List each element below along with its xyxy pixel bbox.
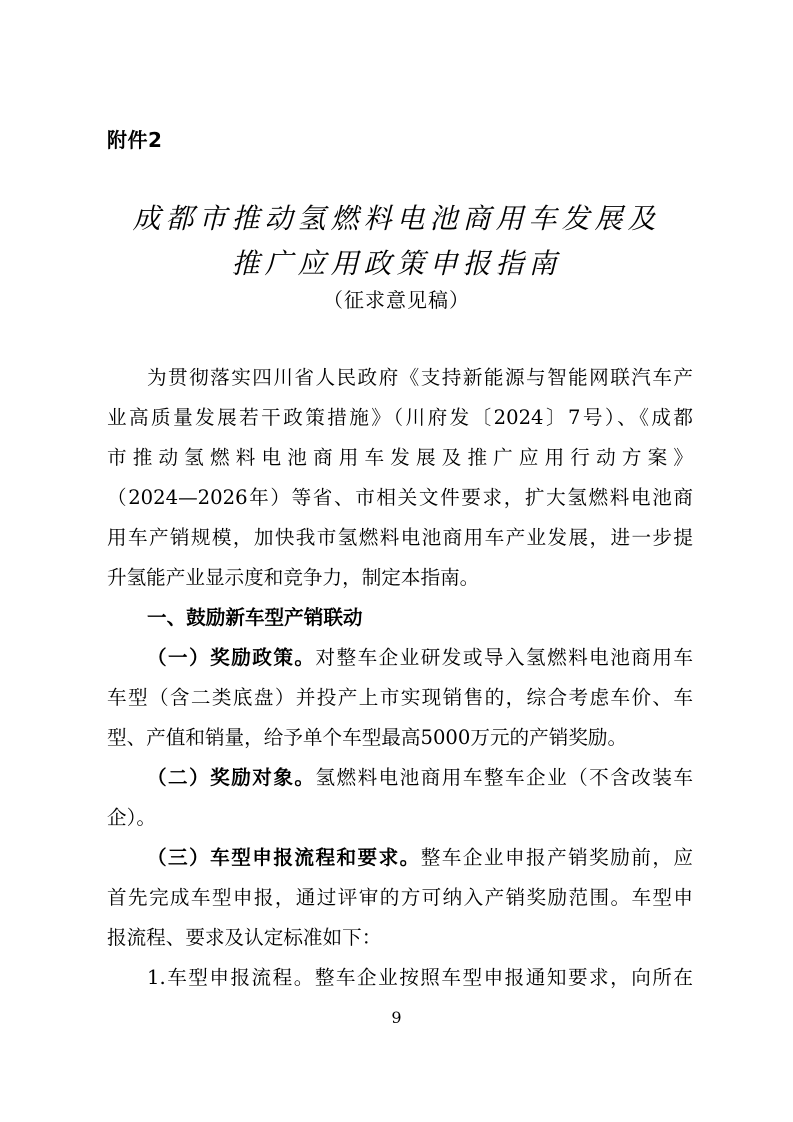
item-3-label: （三）车型申报流程和要求。 <box>147 846 421 869</box>
intro-line: 为贯彻落实四川省人民政府《支持新能源与智能网联汽车产 <box>147 366 693 389</box>
item-2-line: 企）。 <box>107 806 156 829</box>
intro-line: 升氢能产业显示度和竞争力，制定本指南。 <box>107 566 480 589</box>
intro-line: 业高质量发展若干政策措施》（川府发〔2024〕7号）、《成都 <box>107 406 693 429</box>
item-1-line: 型、产值和销量，给予单个车型最高5000万元的产销奖励。 <box>107 726 628 749</box>
document-title-line-2: 推广应用政策申报指南 <box>231 247 562 280</box>
item-1-first-line <box>147 638 693 678</box>
attachment-label: 附件2 <box>107 128 163 152</box>
item-1-text: 对整车企业研发或导入氢燃料电池商用车 <box>315 646 694 669</box>
item-2-text: 氢燃料电池商用车整车企业（不含改装车 <box>315 766 694 789</box>
item-2-first-line <box>147 758 693 798</box>
item-2-label: （二）奖励对象。 <box>147 766 316 789</box>
intro-line: 市推动氢燃料电池商用车发展及推广应用行动方案》 <box>107 446 693 469</box>
item-3-line: 报流程、要求及认定标准如下： <box>107 926 382 949</box>
page-number: 9 <box>391 1008 402 1027</box>
document-subtitle: （征求意见稿） <box>323 288 470 312</box>
document-title-line-1: 成都市推动氢燃料电池商用车发展及 <box>132 202 661 235</box>
item-4-line: 1.车型申报流程。整车企业按照车型申报通知要求，向所在 <box>147 966 693 989</box>
item-3-text: 整车企业申报产销奖励前，应 <box>420 846 694 869</box>
section-heading: 一、鼓励新车型产销联动 <box>147 606 363 629</box>
item-1-label: （一）奖励政策。 <box>147 646 316 669</box>
item-1-line: 车型（含二类底盘）并投产上市实现销售的，综合考虑车价、车 <box>107 686 693 709</box>
intro-line: （2024—2026年）等省、市相关文件要求，扩大氢燃料电池商 <box>107 486 693 509</box>
item-3-first-line <box>147 838 693 878</box>
intro-line: 用车产销规模，加快我市氢燃料电池商用车产业发展，进一步提 <box>107 526 693 549</box>
item-3-line: 首先完成车型申报，通过评审的方可纳入产销奖励范围。车型申 <box>107 886 693 909</box>
